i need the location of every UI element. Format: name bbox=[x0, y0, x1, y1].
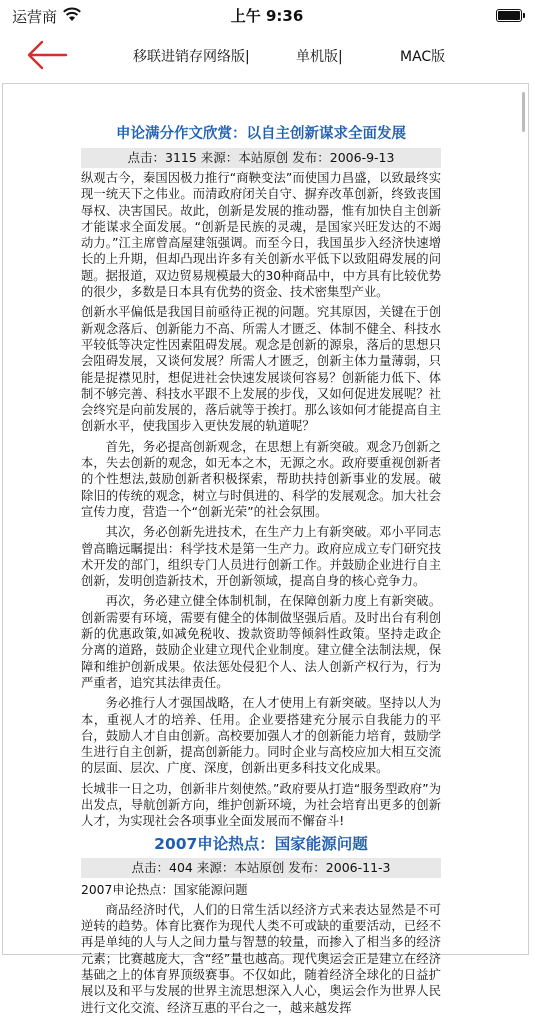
article-paragraph: 再次，务必建立健全体制机制，在保障创新力度上有新突破。创新需要有环境，需要有健全的体制做坚强后盾。及时出台有利创新的优惠政策,如减免税收、拨款资助等倾斜性政策。坚持走政企分离的道路，鼓励企业建立现代企业制度。建立健全法制法规，保障和维护创新成果。依法惩处侵犯个人、法人创新产权行为，行为严重者，追究其法律责任。 bbox=[81, 594, 441, 690]
article-meta: 点击：3115 来源：本站原创 发布：2006-9-13 bbox=[81, 148, 441, 168]
article-paragraph: 其次，务必创新先进技术，在生产力上有新突破。邓小平同志曾高瞻远瞩提出：科学技术是第一生产力。政府应成立专门研究技术开发的部门，组织专门人员进行创新工作。并鼓励企业进行自主创新，发明创造新技术，开创新领域，提高自身的核心竞争力。 bbox=[81, 525, 441, 589]
article-paragraph: 创新水平偏低是我国目前亟待正视的问题。究其原因，关键在于创新观念落后、创新能力不高、所需人才匮乏、体制不健全、科技水平较低等决定性因素阻碍发展。观念是创新的源泉，落后的思想只会阻碍发展，又谈何发展？所需人才匮乏，创新主体力量薄弱，只能是捉襟见肘，想促进社会快速发展谈何容易？创新能力低下、体制不够完善、科技水平跟不上发展的步伐，又如何促进发展呢？社会终究是向前发展的，落后就等于挨打。那么该如何才能提高自主创新水平，使我国步入更快发展的轨道呢？ bbox=[81, 305, 441, 434]
article-paragraph: 务必推行人才强国战略，在人才使用上有新突破。坚持以人为本，重视人才的培养、任用。企业要搭建充分展示自我能力的平台，鼓励人才自由创新。高校要加强人才的创新能力培育，鼓励学生进行自主创新，提高创新能力。同时企业与高校应加大相互交流的层面、层次、广度、深度，创新出更多科技文化成果。 bbox=[81, 696, 441, 776]
article-meta: 点击：404 来源：本站原创 发布：2006-11-3 bbox=[81, 858, 441, 878]
article-list bbox=[81, 124, 441, 1020]
article-subtitle: 2007申论热点：国家能源问题 bbox=[81, 882, 248, 897]
nav-link-mac-edition[interactable]: MAC版 bbox=[400, 49, 446, 65]
article-paragraph: 首先，务必提高创新观念，在思想上有新突破。观念乃创新之本，失去创新的观念，如无本之木，无源之水。政府要重视创新者的个性想法,鼓励创新者积极探索，帮助扶持创新事业的发展。破除旧的传统的观念，树立与时俱进的、科学的发展观念。加大社会宣传力度，营造一个“创新光荣”的社会氛围。 bbox=[81, 439, 441, 519]
article-paragraph: 长城非一日之功，创新非片刻使然。”政府要从打造“服务型政府”为出发点，导航创新方向，维护创新环境，为社会培育出更多的创新人才，为实现社会各项事业全面发展而不懈奋斗! bbox=[81, 781, 441, 829]
nav-link-standalone-edition[interactable]: 单机版| bbox=[296, 49, 343, 65]
article-1 bbox=[81, 124, 441, 830]
web-content-frame[interactable] bbox=[2, 83, 529, 1015]
carrier-label: 运营商 bbox=[12, 8, 58, 26]
battery-icon bbox=[496, 9, 522, 22]
nav-link-network-edition[interactable]: 移联进销存网络版| bbox=[133, 49, 250, 65]
article-paragraph: 商品经济时代，人们的日常生活以经济方式来表达显然是不可逆转的趋势。体育比赛作为现代人类不可或缺的重要活动，已经不再是单纯的人与人之间力量与智慧的较量，而掺入了相当多的经济元素；比赛越庞大，含“经”量也越高。现代奥运会正是建立在经济基础之上的体育界顶级赛事。不仅如此，随着经济全球化的日益扩展以及和平与发展的世界主流思想深入人心，奥运会作为世界人民进行文化交流、经济互惠的平台之一，越来越发挥 bbox=[81, 902, 441, 1015]
article-paragraph: 纵观古今，秦国因极力推行“商鞅变法”而使国力昌盛，以致最终实现一统天下之伟业。而清政府闭关自守、摒弃改革创新，终致丧国辱权、决害国民。故此，创新是发展的推动器，惟有加快自主创新才能谋求全面发展。“创新是民族的灵魂，是国家兴旺发达的不竭动力。”江主席曾高屋建瓴强调。而至今日，我国虽步入经济快速增长的上升期，但却凸现出许多有关创新水平低下以致阻碍发展的问题。据报道，双边贸易规模最大的30种商品中，中方具有比较优势的很少，多数是日本具有优势的资金、技术密集型产业。 bbox=[81, 171, 441, 300]
article-title[interactable]: 2007申论热点：国家能源问题 bbox=[154, 834, 368, 853]
article-title[interactable]: 申论满分作文欣赏：以自主创新谋求全面发展 bbox=[116, 126, 406, 142]
navigation-bar bbox=[0, 30, 534, 80]
status-bar bbox=[0, 0, 534, 30]
clock: 上午 9:36 bbox=[230, 7, 304, 25]
scrollbar[interactable] bbox=[522, 92, 525, 132]
back-arrow-icon[interactable] bbox=[26, 38, 68, 72]
article-2 bbox=[81, 834, 441, 1016]
